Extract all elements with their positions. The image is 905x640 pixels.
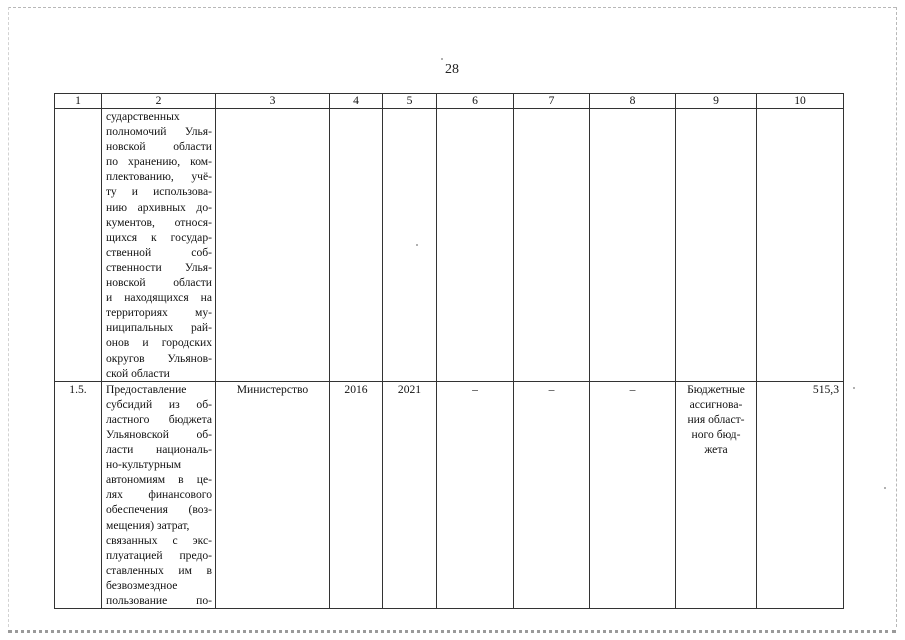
column-7-cell	[514, 109, 590, 382]
description-line: автономиям в це-	[106, 473, 212, 487]
description-line: субсидий из об-	[106, 397, 212, 411]
description-line: Ульяновской об-	[106, 427, 212, 441]
description-line: ской области	[106, 366, 170, 380]
column-header: 4	[330, 94, 383, 109]
description-line: но-культурным	[106, 458, 182, 472]
description-line: ставленных им в	[106, 563, 212, 577]
description-line: щихся к государ-	[106, 230, 212, 244]
amount-cell	[757, 109, 844, 382]
description-line: и находящихся на	[106, 291, 212, 305]
year-start-cell	[330, 109, 383, 382]
description-line: Предоставление	[106, 382, 187, 396]
measures-table	[54, 93, 844, 609]
column-8-cell	[590, 109, 676, 382]
column-header: 10	[757, 94, 844, 109]
description-line: безвозмездное	[106, 578, 178, 592]
description-line: плуатацией предо-	[106, 548, 212, 562]
description-line: новской области	[106, 140, 212, 154]
scan-edge-top	[8, 7, 896, 8]
year-start-cell: 2016	[330, 381, 383, 608]
column-header: 5	[383, 94, 437, 109]
description-line: ласти националь-	[106, 443, 212, 457]
item-description-cell	[102, 109, 216, 382]
description-line: плектованию, учё-	[106, 170, 212, 184]
column-6-cell	[437, 109, 514, 382]
funding-source-line: ассигнова-	[689, 397, 743, 411]
description-line: новской области	[106, 276, 212, 290]
executor-cell: Министерство	[216, 381, 330, 608]
funding-source-line: жета	[704, 443, 728, 457]
item-number-cell: 1.5.	[55, 381, 102, 608]
item-description-cell	[102, 381, 216, 608]
description-line: ственности Улья-	[106, 260, 212, 274]
column-header: 7	[514, 94, 590, 109]
scan-edge-right	[896, 7, 897, 627]
scan-speck	[853, 387, 855, 389]
page-number: 28	[445, 62, 459, 77]
funding-source-cell	[676, 381, 757, 608]
description-line: ниципальных рай-	[106, 321, 212, 335]
description-line: связанных с экс-	[106, 533, 212, 547]
column-8-cell: –	[590, 381, 676, 608]
description-line: онов и городских	[106, 336, 212, 350]
funding-source-line: Бюджетные	[687, 382, 745, 396]
column-number-row	[55, 94, 844, 109]
column-header: 3	[216, 94, 330, 109]
description-line: по хранению, ком-	[106, 155, 212, 169]
table-row	[55, 109, 844, 382]
column-header: 9	[676, 94, 757, 109]
table-row	[55, 381, 844, 608]
funding-source-cell	[676, 109, 757, 382]
description-line: ластного бюджета	[106, 412, 212, 426]
column-header: 6	[437, 94, 514, 109]
column-header: 8	[590, 94, 676, 109]
description-line: округов Ульянов-	[106, 351, 212, 365]
description-line: кументов, относя-	[106, 215, 212, 229]
description-line: территориях му-	[106, 306, 212, 320]
description-line: нию архивных до-	[106, 200, 212, 214]
scan-edge-bottom	[8, 630, 896, 633]
column-header: 1	[55, 94, 102, 109]
scan-edge-left	[8, 7, 9, 627]
item-number-cell	[55, 109, 102, 382]
description-line: ту и использова-	[106, 185, 212, 199]
year-end-cell	[383, 109, 437, 382]
description-line: лях финансового	[106, 488, 212, 502]
description-line: обеспечения (воз-	[106, 503, 212, 517]
scan-speck	[884, 487, 886, 489]
description-line: полномочий Улья-	[106, 125, 212, 139]
description-line: ственной соб-	[106, 245, 212, 259]
description-line: пользование по-	[106, 594, 212, 607]
amount-cell: 515,3	[757, 381, 844, 608]
column-6-cell: –	[437, 381, 514, 608]
column-header: 2	[102, 94, 216, 109]
scan-speck	[441, 58, 443, 60]
description-line: сударственных	[106, 110, 180, 123]
description-line: мещения) затрат,	[106, 518, 190, 532]
executor-cell	[216, 109, 330, 382]
funding-source-line: ния област-	[687, 412, 745, 426]
year-end-cell: 2021	[383, 381, 437, 608]
column-7-cell: –	[514, 381, 590, 608]
funding-source-line: ного бюд-	[691, 427, 741, 441]
